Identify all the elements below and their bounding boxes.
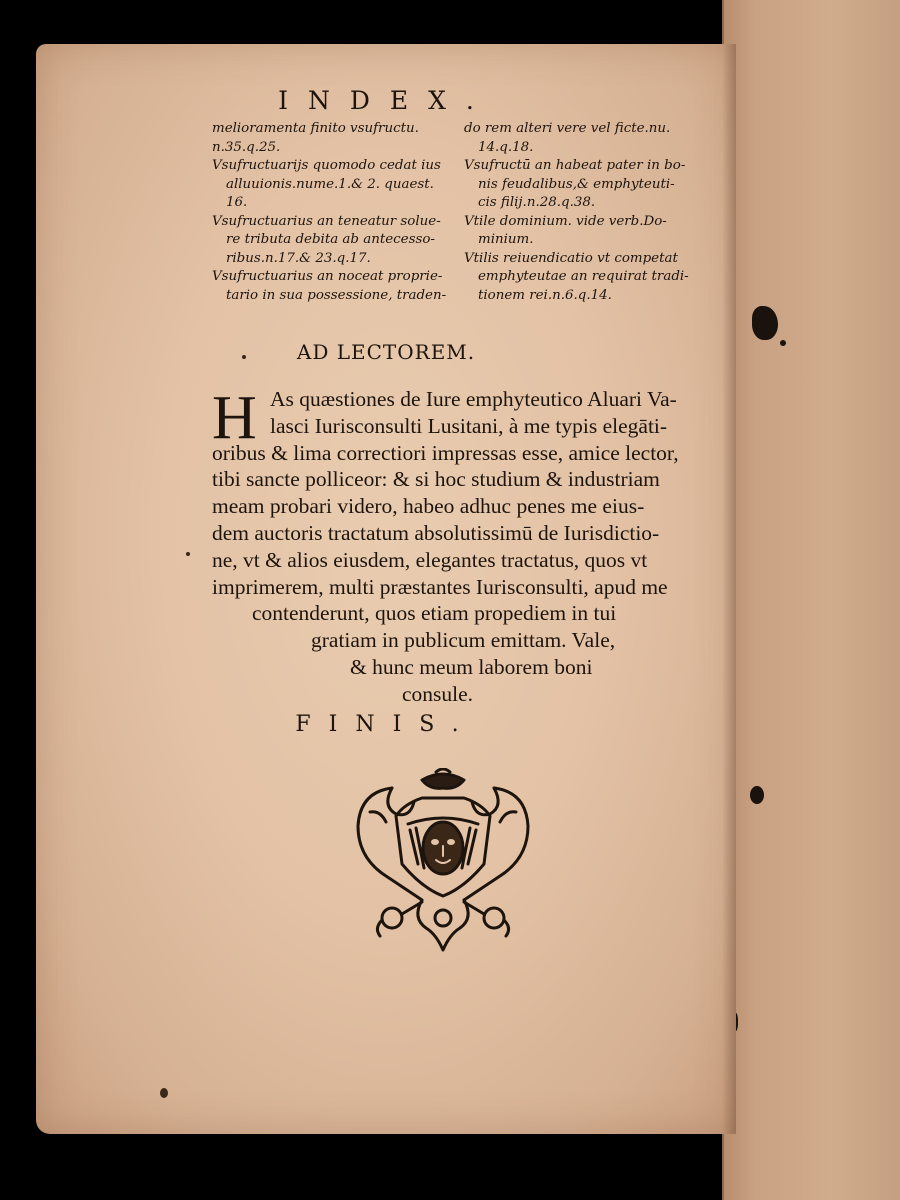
index-entry: Vsufructuarijs quomodo cedat ius — [212, 158, 441, 173]
index-entry: minium. — [478, 232, 534, 247]
ink-dot — [160, 1088, 168, 1098]
body-line: lasci Iurisconsulti Lusitani, à me typis elegāti- — [270, 413, 668, 438]
body-line: oribus & lima correctiori impressas esse, amice lector, — [212, 440, 679, 465]
index-right-column — [464, 120, 714, 305]
index-entry: emphyteutae an requirat tradi- — [478, 269, 689, 284]
index-heading: INDEX. — [278, 86, 494, 115]
index-entry: tario in sua possessione, traden- — [226, 287, 447, 303]
index-entry: n.35.q.25. — [212, 139, 281, 155]
address-heading: AD LECTOREM. — [296, 340, 476, 364]
body-line: gratiam in publicum emittam. Vale, — [311, 628, 616, 653]
body-line: meam probari videro, habeo adhuc penes me eius- — [212, 494, 645, 519]
body-line: As quæstiones de Iure emphyteutico Aluari Va- — [270, 387, 677, 411]
ink-stain — [752, 306, 778, 340]
index-entry: Vtile dominium. vide verb.Do- — [464, 213, 667, 229]
facing-page — [722, 0, 900, 1200]
index-entry: Vtilis reiuendicatio vt competat — [464, 250, 678, 266]
body-line: tibi sancte polliceor: & si hoc studium & industriam — [212, 467, 660, 492]
drop-cap: H — [212, 384, 257, 452]
body-line: consule. — [402, 681, 474, 706]
body-line: imprimerem, multi præstantes Iurisconsulti, apud me — [212, 574, 668, 599]
book-page — [36, 44, 736, 1134]
index-entry: tionem rei.n.6.q.14. — [478, 287, 612, 303]
ink-spot — [750, 786, 764, 804]
index-entry: re tributa debita ab antecesso- — [226, 232, 435, 247]
index-entry: 16. — [226, 195, 248, 210]
ink-spot — [780, 340, 786, 346]
body-line: ne, vt & alios eiusdem, elegantes tractatus, quos vt — [212, 547, 648, 572]
index-entry: ribus.n.17.& 23.q.17. — [226, 250, 371, 266]
index-entry: nis feudalibus,& emphyteuti- — [478, 176, 675, 192]
body-line: dem auctoris tractatum absolutissimū de Iurisdictio- — [212, 520, 660, 545]
index-entry: Vsufructuarius an teneatur solue- — [212, 213, 441, 229]
body-line: & hunc meum laborem boni — [350, 654, 593, 679]
index-entry: melioramenta finito vsufructu. — [212, 121, 419, 136]
index-left-column — [212, 120, 462, 305]
index-entry: alluuionis.nume.1.& 2. quaest. — [226, 176, 434, 192]
ink-dot — [186, 552, 190, 556]
index-entry: Vsufructū an habeat pater in bo- — [464, 158, 686, 173]
printers-ornament-icon — [352, 768, 534, 954]
index-entry: Vsufructuarius an noceat proprie- — [212, 269, 443, 284]
index-entry: cis filij.n.28.q.38. — [478, 195, 596, 210]
address-body — [212, 386, 717, 708]
finis-heading: FINIS. — [295, 712, 477, 737]
index-entry: 14.q.18. — [478, 139, 534, 155]
body-line: contenderunt, quos etiam propediem in tui — [252, 601, 617, 626]
index-entry: do rem alteri vere vel ficte.nu. — [464, 121, 671, 136]
